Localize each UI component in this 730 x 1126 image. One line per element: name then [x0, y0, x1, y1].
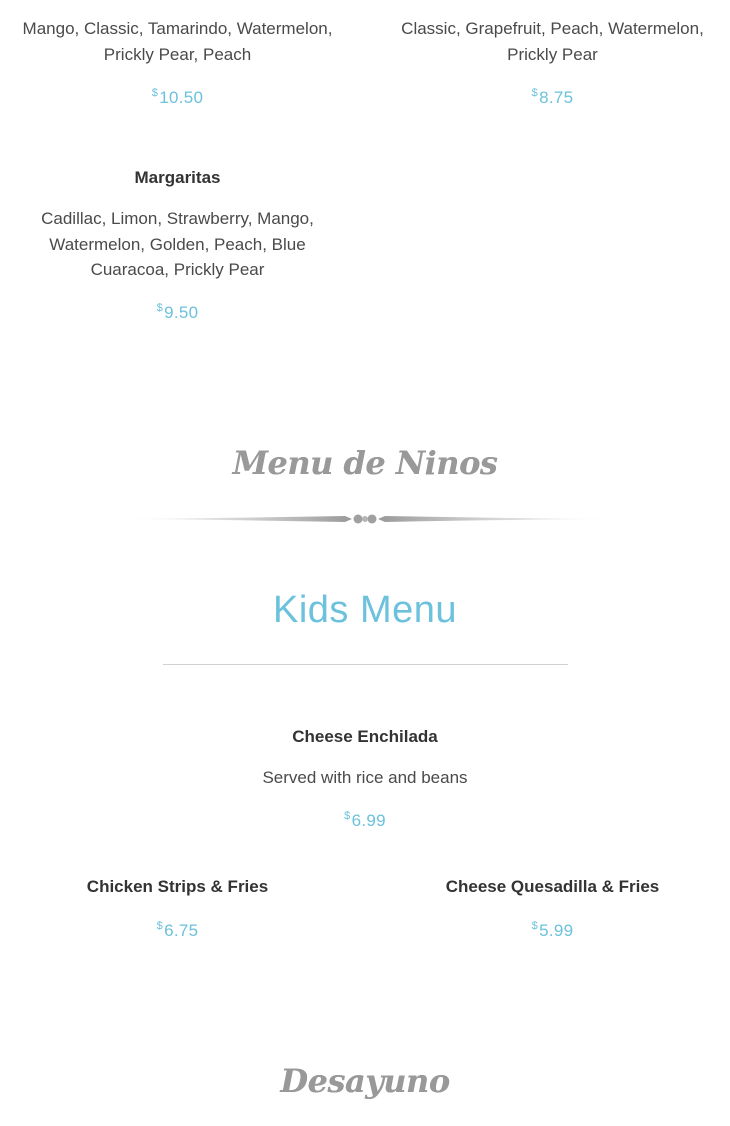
ornamental-divider-icon [120, 509, 610, 529]
title-underline [163, 664, 568, 665]
margaritas-description: Cadillac, Limon, Strawberry, Mango, Watermelon, Golden, Peach, Blue Cuaracoa, Prickly Pear [41, 209, 314, 279]
currency-symbol: $ [344, 810, 351, 822]
kids-item-price [0, 921, 355, 941]
section-title: Kids Menu [272, 589, 458, 631]
price-value: 8.75 [539, 88, 574, 107]
price-value: 5.99 [539, 921, 574, 940]
section-script-title: Desayuno [280, 1062, 450, 1100]
kids-item-name: Cheese Quesadilla & Fries [445, 877, 660, 896]
price-value: 10.50 [159, 88, 204, 107]
drink-item-right-description: Classic, Grapefruit, Peach, Watermelon, Prickly Pear [401, 19, 704, 64]
drink-item-left-description: Mango, Classic, Tamarindo, Watermelon, Prickly Pear, Peach [22, 19, 333, 64]
kids-item-price [0, 811, 730, 831]
currency-symbol: $ [156, 920, 164, 932]
price-value: 6.75 [164, 921, 199, 940]
drink-item-right-price [375, 88, 730, 108]
kids-item-price [375, 921, 730, 941]
currency-symbol: $ [531, 920, 539, 932]
kids-item-name: Chicken Strips & Fries [86, 877, 269, 896]
section-script-title: Menu de Ninos [232, 444, 498, 482]
kids-item-description: Served with rice and beans [262, 768, 468, 787]
kids-item-name: Cheese Enchilada [292, 727, 438, 746]
price-value: 9.50 [164, 303, 199, 322]
drink-item-left-price [0, 88, 355, 108]
price-value: 6.99 [351, 811, 386, 830]
currency-symbol: $ [531, 87, 539, 99]
margaritas-price [0, 303, 355, 323]
currency-symbol: $ [151, 87, 159, 99]
currency-symbol: $ [156, 302, 164, 314]
margaritas-name: Margaritas [134, 168, 221, 187]
